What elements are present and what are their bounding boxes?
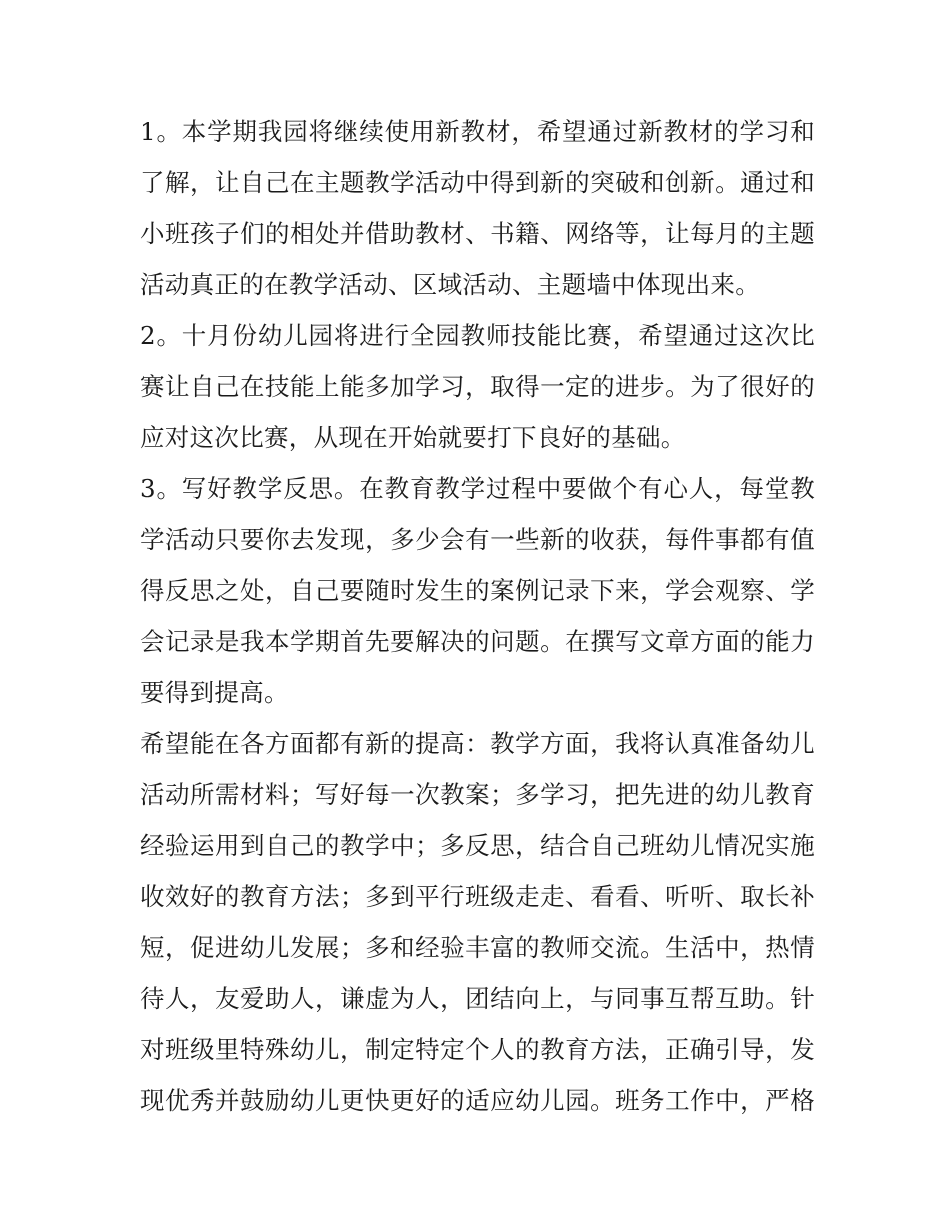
text-line: 赛让自己在技能上能多加学习，取得一定的进步。为了很好的 — [140, 372, 815, 401]
text-line: 应对这次比赛，从现在开始就要打下良好的基础。 — [140, 423, 686, 452]
text-line: 待人，友爱助人，谦虚为人，团结向上，与同事互帮互助。针 — [140, 984, 815, 1013]
document-body — [140, 106, 815, 1126]
text-line: 活动所需材料；写好每一次教案；多学习，把先进的幼儿教育 — [140, 780, 815, 809]
text-line: 得反思之处，自己要随时发生的案例记录下来，学会观察、学 — [140, 576, 815, 605]
text-line: 学活动只要你去发现，多少会有一些新的收获，每件事都有值 — [140, 525, 815, 554]
text-line: 收效好的教育方法；多到平行班级走走、看看、听听、取长补 — [140, 882, 815, 911]
text-line: 短，促进幼儿发展；多和经验丰富的教师交流。生活中，热情 — [140, 933, 815, 962]
text-line: 现优秀并鼓励幼儿更快更好的适应幼儿园。班务工作中，严格 — [140, 1086, 815, 1115]
text-line: 2。十月份幼儿园将进行全园教师技能比赛，希望通过这次比 — [140, 321, 815, 350]
text-line: 了解，让自己在主题教学活动中得到新的突破和创新。通过和 — [140, 168, 815, 197]
text-line: 活动真正的在教学活动、区域活动、主题墙中体现出来。 — [140, 270, 760, 299]
text-line: 1。本学期我园将继续使用新教材，希望通过新教材的学习和 — [140, 117, 815, 146]
text-line: 希望能在各方面都有新的提高：教学方面，我将认真准备幼儿 — [140, 729, 815, 758]
text-line: 会记录是我本学期首先要解决的问题。在撰写文章方面的能力 — [140, 627, 815, 656]
text-line: 对班级里特殊幼儿，制定特定个人的教育方法，正确引导，发 — [140, 1035, 815, 1064]
text-line: 要得到提高。 — [140, 678, 289, 707]
text-line: 经验运用到自己的教学中；多反思，结合自己班幼儿情况实施 — [140, 831, 815, 860]
text-line: 小班孩子们的相处并借助教材、书籍、网络等，让每月的主题 — [140, 219, 815, 248]
text-line: 3。写好教学反思。在教育教学过程中要做个有心人，每堂教 — [140, 474, 815, 503]
